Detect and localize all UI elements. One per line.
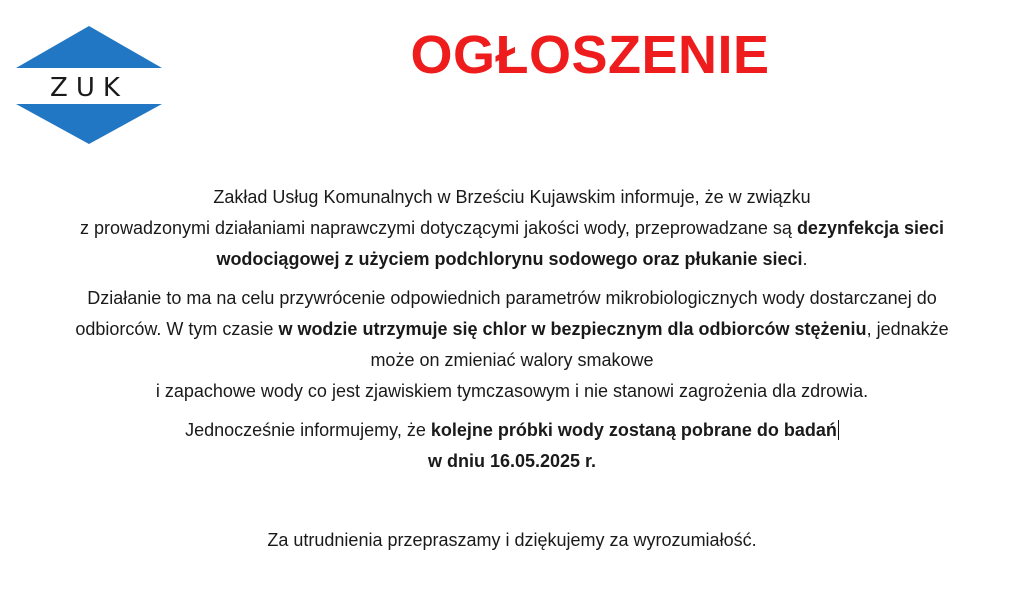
samples-line-1-bold: kolejne próbki wody zostaną pobrane do badań [430,420,837,440]
intro-line-3-end: . [802,249,808,269]
paragraph-samples [8,415,1016,477]
text-cursor [838,420,839,440]
chlorine-line-3: może on zmieniać walory smakowe [370,350,654,370]
intro-line-2-bold: dezynfekcja sieci [796,218,945,238]
chlorine-line-4: i zapachowe wody co jest zjawiskiem tymczasowym i nie stanowi zagrożenia dla zdrowia. [155,381,869,401]
announcement-body [8,182,1016,556]
zuk-logo [16,24,162,144]
paragraph-chlorine [8,283,1016,407]
paragraph-intro [8,182,1016,275]
chlorine-line-2: odbiorców. W tym czasie [75,319,279,339]
zuk-logo-graphic [16,24,162,144]
chlorine-line-1: Działanie to ma na celu przywrócenie odpowiednich parametrów mikrobiologicznych wody dostarczanej do [87,288,937,308]
chlorine-line-2-end: , jednakże [866,319,949,339]
page-title: OGŁOSZENIE [410,25,770,85]
chlorine-line-2-bold: w wodzie utrzymuje się chlor w bezpiecznym dla odbiorców stężeniu [278,319,867,339]
samples-line-1: Jednocześnie informujemy, że [185,420,431,440]
samples-date: w dniu 16.05.2025 r. [427,451,597,471]
closing-note: Za utrudnienia przepraszamy i dziękujemy za wyrozumiałość. [267,530,757,550]
intro-line-3-bold: wodociągowej z użyciem podchlorynu sodowego oraz płukanie sieci [216,249,803,269]
intro-line-1: Zakład Usług Komunalnych w Brześciu Kujawskim informuje, że w związku [213,187,811,207]
intro-line-2: z prowadzonymi działaniami naprawczymi dotyczącymi jakości wody, przeprowadzane są [79,218,797,238]
logo-text: ZUK [50,73,128,103]
